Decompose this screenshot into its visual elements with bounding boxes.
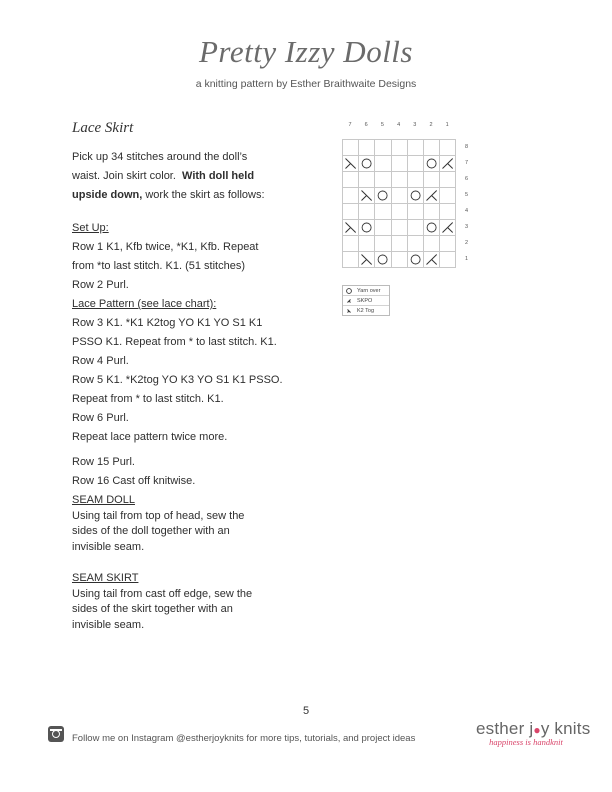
chart-cell xyxy=(359,220,375,236)
skpo-symbol xyxy=(345,297,353,305)
yo-symbol xyxy=(375,188,390,203)
seam-doll-heading: SEAM DOLL xyxy=(72,494,135,506)
page-number: 5 xyxy=(302,705,310,717)
chart-cell xyxy=(408,236,424,252)
chart-cell xyxy=(392,156,408,172)
chart-column-numbers xyxy=(338,122,468,134)
brand-name-part: y knits xyxy=(540,719,591,738)
chart-column-number: 4 xyxy=(397,122,401,128)
chart-column-number: 2 xyxy=(429,122,433,128)
setup-heading: Set Up: xyxy=(72,222,109,234)
chart-cell xyxy=(359,236,375,252)
chart-cell xyxy=(424,220,440,236)
brand-name-part: esther j xyxy=(476,719,534,738)
chart-row-number: 7 xyxy=(465,160,469,166)
chart-cell xyxy=(440,220,456,236)
chart-cell xyxy=(375,172,391,188)
chart-cell xyxy=(375,188,391,204)
chart-grid xyxy=(342,139,456,268)
intro-line xyxy=(72,167,304,186)
intro-line: Pick up 34 stitches around the doll’s xyxy=(72,151,248,163)
skpo-symbol xyxy=(424,188,439,203)
chart-cell xyxy=(440,236,456,252)
chart-cell xyxy=(408,156,424,172)
instructions-column xyxy=(72,148,304,633)
skpo-symbol xyxy=(424,252,439,267)
chart-cell xyxy=(359,188,375,204)
legend-label: SKPO xyxy=(357,297,373,304)
chart-cell xyxy=(375,156,391,172)
chart-cell xyxy=(343,236,359,252)
chart-cell xyxy=(392,220,408,236)
yo-symbol xyxy=(345,287,353,295)
legend-label: Yarn over xyxy=(357,287,381,294)
instruction-line: Row 6 Purl. xyxy=(72,412,129,424)
k2tog-symbol xyxy=(359,188,374,203)
skpo-symbol xyxy=(440,220,455,235)
chart-cell xyxy=(440,188,456,204)
chart-cell xyxy=(375,140,391,156)
instagram-icon[interactable] xyxy=(48,726,64,742)
skpo-symbol xyxy=(440,156,455,171)
chart-cell xyxy=(375,252,391,268)
seam-line: invisible seam. xyxy=(72,540,145,553)
chart-cell xyxy=(343,252,359,268)
section-title: Lace Skirt xyxy=(72,120,134,136)
chart-row-number: 5 xyxy=(465,192,469,198)
k2tog-symbol xyxy=(345,307,353,315)
legend-item xyxy=(343,286,389,296)
chart-cell xyxy=(343,140,359,156)
chart-cell xyxy=(424,156,440,172)
yo-symbol xyxy=(408,252,423,267)
pattern-title: Pretty Izzy Dolls xyxy=(199,34,413,69)
seam-line: sides of the doll together with an xyxy=(72,525,230,537)
chart-column-number: 6 xyxy=(364,122,368,128)
seam-line: Using tail from top of head, sew the xyxy=(72,509,245,522)
chart-cell xyxy=(392,204,408,220)
intro-line xyxy=(72,186,304,205)
chart-cell xyxy=(392,236,408,252)
heart-icon: ● xyxy=(533,723,541,737)
chart-cell xyxy=(343,172,359,188)
yo-symbol xyxy=(424,156,439,171)
chart-cell xyxy=(359,204,375,220)
chart-cell xyxy=(440,140,456,156)
instruction-line: Row 15 Purl. xyxy=(72,456,135,468)
legend-item xyxy=(343,306,389,315)
chart-cell xyxy=(375,236,391,252)
chart-cell xyxy=(359,252,375,268)
chart-column-number: 3 xyxy=(413,122,417,128)
yo-symbol xyxy=(424,220,439,235)
yo-symbol xyxy=(408,188,423,203)
pattern-subtitle: a knitting pattern by Esther Braithwaite Designs xyxy=(195,78,417,90)
intro-bold: upside down, xyxy=(72,189,143,201)
chart-cell xyxy=(408,204,424,220)
brand-tagline: happiness is handknit xyxy=(489,737,563,747)
chart-cell xyxy=(343,220,359,236)
instruction-line: Row 5 K1. *K2tog YO K3 YO S1 K1 PSSO. xyxy=(72,374,283,386)
instruction-line: PSSO K1. Repeat from * to last stitch. K1. xyxy=(72,336,277,348)
chart-cell xyxy=(343,188,359,204)
instruction-line: Repeat lace pattern twice more. xyxy=(72,431,228,443)
chart-cell xyxy=(440,204,456,220)
seam-skirt-block xyxy=(72,571,304,633)
seam-line: invisible seam. xyxy=(72,618,145,631)
chart-column-number: 7 xyxy=(348,122,352,128)
chart-cell xyxy=(408,140,424,156)
chart-cell xyxy=(392,172,408,188)
intro-text: work the skirt as follows: xyxy=(145,189,265,201)
legend-item xyxy=(343,296,389,306)
chart-cell xyxy=(440,156,456,172)
instruction-line: Row 4 Purl. xyxy=(72,355,129,367)
instruction-line: Row 3 K1. *K1 K2tog YO K1 YO S1 K1 xyxy=(72,317,263,329)
chart-cell xyxy=(424,204,440,220)
chart-cell xyxy=(408,172,424,188)
seam-line: sides of the skirt together with an xyxy=(72,603,233,615)
chart-cell xyxy=(440,252,456,268)
chart-cell xyxy=(424,252,440,268)
chart-cell xyxy=(343,156,359,172)
chart-row-number: 2 xyxy=(465,240,469,246)
follow-text: Follow me on Instagram @estherjoyknits for more tips, tutorials, and project ideas xyxy=(72,733,416,744)
chart-cell xyxy=(359,156,375,172)
chart-cell xyxy=(359,140,375,156)
legend-label: K2 Tog xyxy=(357,307,375,314)
instruction-line: Row 1 K1, Kfb twice, *K1, Kfb. Repeat xyxy=(72,241,259,253)
chart-row-number: 6 xyxy=(465,176,469,182)
instruction-line: from *to last stitch. K1. (51 stitches) xyxy=(72,260,246,272)
chart-cell xyxy=(375,220,391,236)
chart-cell xyxy=(408,252,424,268)
brand-name xyxy=(476,719,591,739)
chart-column-number: 1 xyxy=(445,122,449,128)
k2tog-symbol xyxy=(343,220,358,235)
k2tog-symbol xyxy=(359,252,374,267)
seam-line: Using tail from cast off edge, sew the xyxy=(72,587,253,600)
chart-cell xyxy=(343,204,359,220)
chart-row-number: 3 xyxy=(465,224,469,230)
chart-cell xyxy=(392,140,408,156)
chart-cell xyxy=(440,172,456,188)
yo-symbol xyxy=(359,220,374,235)
brand-logo xyxy=(476,719,591,747)
yo-symbol xyxy=(375,252,390,267)
k2tog-symbol xyxy=(343,156,358,171)
seam-skirt-heading: SEAM SKIRT xyxy=(72,572,139,584)
chart-column-number: 5 xyxy=(380,122,384,128)
chart-row-number: 1 xyxy=(465,256,469,262)
instruction-line: Repeat from * to last stitch. K1. xyxy=(72,393,224,405)
intro-text: waist. Join skirt color. xyxy=(72,170,176,182)
chart-cell xyxy=(359,172,375,188)
chart-cell xyxy=(375,204,391,220)
chart-legend xyxy=(342,285,390,316)
chart-row-number: 4 xyxy=(465,208,469,214)
yo-symbol xyxy=(359,156,374,171)
chart-cell xyxy=(424,236,440,252)
intro-bold: With doll held xyxy=(182,170,255,182)
chart-cell xyxy=(392,252,408,268)
chart-cell xyxy=(424,188,440,204)
chart-cell xyxy=(392,188,408,204)
chart-cell xyxy=(424,140,440,156)
lace-heading: Lace Pattern (see lace chart): xyxy=(72,298,217,310)
chart-row-number: 8 xyxy=(465,144,469,150)
chart-cell xyxy=(408,220,424,236)
intro-paragraph xyxy=(72,148,304,205)
instruction-line: Row 2 Purl. xyxy=(72,279,129,291)
seam-doll-block xyxy=(72,493,304,555)
instruction-line: Row 16 Cast off knitwise. xyxy=(72,475,196,487)
chart-cell xyxy=(408,188,424,204)
chart-cell xyxy=(424,172,440,188)
